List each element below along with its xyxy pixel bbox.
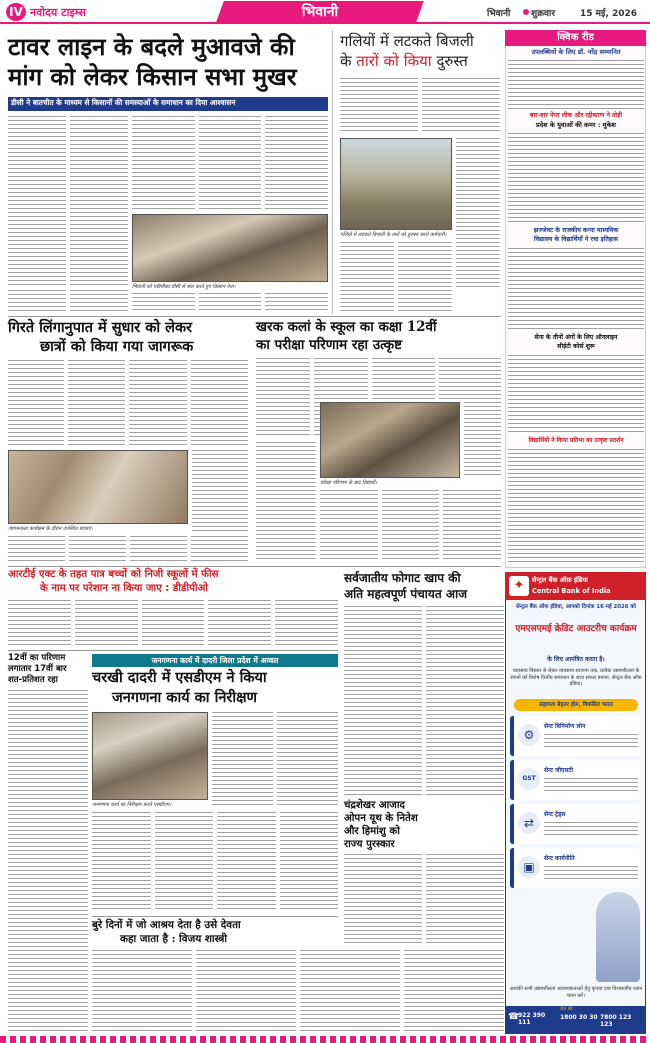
wires-headline-1: गलियों में लटकते बिजली bbox=[340, 32, 474, 50]
wires-headline-part-c: दुरुस्त bbox=[431, 52, 468, 70]
quick-item-4-text bbox=[508, 355, 644, 435]
ad-product-2 bbox=[510, 760, 640, 800]
dadri-headline-2: जनगणना कार्य का निरीक्षण bbox=[112, 689, 257, 706]
dadri-body-text bbox=[212, 712, 338, 808]
city-label: भिवानी bbox=[487, 9, 511, 19]
kharak-body-text-4 bbox=[256, 442, 316, 562]
ad-product-2-text bbox=[544, 778, 638, 794]
ad-product-3 bbox=[510, 804, 640, 844]
azad-headline-3: और हिमांशु को bbox=[344, 825, 400, 837]
ad-product-4-label: सेन्ट कार्यनीति bbox=[544, 855, 575, 862]
wires-body-text bbox=[340, 78, 500, 134]
ad-product-3-text bbox=[544, 822, 638, 838]
quick-item-2-text bbox=[508, 133, 644, 225]
wires-headline-2 bbox=[340, 54, 500, 70]
ad-product-3-label: सेन्ट ट्रेड्स bbox=[544, 811, 566, 818]
ad-body: व्यवसाय विस्तार से लेकर व्यवसाय स्थापना तक, प्रत्येक उद्यमशीलता के सपनों को विशेष वित्तीय समाधान के साथ सफल बनाना, सेन्ट्रल बैंक ऑफ इंडिया। bbox=[510, 668, 642, 687]
vijay-body-text bbox=[92, 950, 504, 1034]
ad-product-1 bbox=[510, 716, 640, 756]
ad-product-1-label: सेन्ट विनिर्माण लोन bbox=[544, 723, 586, 730]
azad-body-text bbox=[344, 854, 504, 946]
lead-body-text bbox=[8, 116, 128, 286]
ad-phone-1: 922 390 111 bbox=[518, 1012, 546, 1026]
linganupat-body-text-2 bbox=[68, 360, 248, 446]
rte-headline-1: आरटीई एक्ट के तहत पात्र बच्चों को निजी स्कूलों में फीस bbox=[8, 569, 219, 580]
wires-headline-highlight: तारों को किया bbox=[356, 52, 432, 70]
dadri-photo bbox=[92, 712, 208, 800]
bank-name-hindi: सेन्ट्रल बैंक ऑफ़ इंडिया bbox=[532, 576, 588, 584]
quick-item-5: विद्यार्थियों ने किया प्रतिभा का उत्कृष्ट प्रदर्शन bbox=[528, 437, 624, 444]
wires-headline-part-a: के bbox=[340, 52, 357, 70]
linganupat-headline-1 bbox=[8, 320, 248, 335]
section-rule-2 bbox=[8, 566, 501, 567]
wires-body-text-2 bbox=[456, 138, 500, 288]
trade-icon: ⇄ bbox=[518, 812, 540, 834]
rte-body-text bbox=[8, 600, 338, 646]
ad-phone-3: 7800 123 123 bbox=[600, 1014, 632, 1028]
bank-name-english: Central Bank of India bbox=[532, 587, 611, 595]
linganupat-photo bbox=[8, 450, 188, 524]
paper-name: नवोदय टाइम्स bbox=[30, 6, 86, 19]
panchayat-body-text bbox=[344, 606, 504, 796]
dadri-headline-1: चरखी दादरी में एसडीएम ने किया bbox=[92, 669, 267, 686]
kharak-body-text-2 bbox=[372, 358, 501, 400]
lead-body-text-3 bbox=[132, 293, 328, 313]
ad-toll-label: टोल फ्री bbox=[560, 1007, 573, 1012]
ad-people-illustration bbox=[596, 892, 640, 982]
linganupat-headline-2: छात्रों को किया गया जागरूक bbox=[40, 338, 194, 355]
panchayat-headline-2: अति महत्वपूर्ण पंचायत आज bbox=[344, 587, 468, 601]
quick-item-5-text bbox=[508, 449, 644, 563]
lead-strap: डीसी ने बातचीत के माध्यम से किसानों की समस्याओं के समाधान का दिया आश्वासन bbox=[8, 97, 328, 111]
lead-photo-caption: भिवानी को एडीसीका डीसी से बात करते हुए किसान नेता। bbox=[132, 284, 236, 290]
dadri-photo-caption: जनगणना कार्य का निरीक्षण करते एसडीएम। bbox=[92, 802, 172, 808]
quick-item-3: झज्जेवट के राजकीय कन्या माध्यमिक bbox=[533, 227, 619, 234]
ad-footer: आपकी सभी उद्यमशीलता आवश्यकताओं हेतु कृपया एक विश्वसनीय प्लान चयन करें। bbox=[509, 986, 643, 999]
bank-logo-icon: ✦ bbox=[509, 576, 529, 596]
weekday-label: शुक्रवार bbox=[531, 9, 556, 19]
ad-phone-2: 1800 30 30 bbox=[560, 1014, 598, 1021]
quick-item-4: सेना के तीनों अंगों के लिए ऑनलाइन bbox=[534, 334, 618, 341]
vijay-headline-1: बुरे दिनों में जो आश्रय देता है उसे देवता bbox=[92, 919, 241, 931]
dadri-kicker: जनगणना कार्य में दादरी जिला प्रदेश में अव्वल bbox=[151, 656, 279, 665]
lead-headline-2: मांग को लेकर किसान सभा मुखर bbox=[8, 62, 297, 91]
azad-headline-2: ओपन यूथ के नितेश bbox=[344, 812, 418, 824]
ad-headline: एमएसएमई क्रेडिट आउटरीच कार्यक्रम bbox=[515, 624, 637, 634]
masthead bbox=[0, 0, 650, 24]
quick-read-title: क्विक रीड bbox=[505, 30, 646, 46]
quick-item-3-text bbox=[508, 248, 644, 332]
kharak-headline-2: का परीक्षा परिणाम रहा उत्कृष्ट bbox=[256, 337, 403, 353]
linganupat-body-text bbox=[8, 360, 64, 446]
quick-item-1: उपलब्धियों के लिए डॉ. नरेंद्र सम्मानित bbox=[531, 48, 621, 56]
results-body-text bbox=[8, 690, 88, 1034]
date-label: 15 मई, 2026 bbox=[580, 9, 638, 19]
kharak-headline-1: खरक कलां के स्कूल का कक्षा 12वीं bbox=[256, 319, 437, 335]
lead-headline-1: टावर लाइन के बदले मुआवजे की bbox=[8, 32, 295, 61]
briefcase-icon: ▣ bbox=[518, 856, 540, 878]
kharak-photo-caption: परीक्षा परिणाम के बाद विद्यार्थी। bbox=[320, 480, 378, 486]
panchayat-headline-1: सर्वजातीय फोगाट खाप की bbox=[344, 571, 461, 585]
results-headline-2: लगातार 17वीं बार bbox=[8, 664, 67, 674]
ad-product-2-label: सेन्ट जीएसटी bbox=[544, 767, 574, 774]
wires-photo-caption: गलियों में लटकते बिजली के तारों को ठुरुस्त करते कर्मचारी। bbox=[340, 232, 447, 238]
results-headline-3: शत-प्रतिशत रहा bbox=[8, 675, 58, 685]
factory-icon: ⚙ bbox=[518, 724, 540, 746]
kharak-body-text-3 bbox=[464, 402, 501, 478]
phone-icon-1: ☎ bbox=[508, 1012, 520, 1022]
quick-item-2: बार-बार पेपर लीक और रद्दीकरण ने तोड़ी bbox=[529, 112, 623, 119]
linganupat-photo-caption: जागरूकता कार्यक्रम के दौरान उपस्थित छात्राएं। bbox=[8, 526, 93, 532]
quick-item-4b: सीईटी कोर्स शुरू bbox=[557, 343, 595, 350]
quick-item-3b: विद्यालय के विद्यार्थियों ने रचा इतिहास bbox=[534, 236, 618, 243]
ad-sub-line: के लिए आमंत्रित करता है। bbox=[547, 656, 605, 663]
page-number: IV bbox=[6, 3, 26, 21]
section-rule-3 bbox=[8, 650, 338, 651]
column-divider bbox=[332, 30, 333, 314]
ad-product-1-text bbox=[544, 734, 638, 750]
quick-item-2b: प्रदेश के युवाओं की कमर : मुकेश bbox=[536, 121, 616, 129]
section-rule bbox=[8, 316, 501, 317]
kharak-photo bbox=[320, 402, 460, 478]
azad-headline-4: राज्य पुरस्कार bbox=[344, 838, 395, 850]
calendar-icon bbox=[523, 9, 529, 15]
ad-top-line: सेन्ट्रल बैंक ऑफ इंडिया, आपको दिनांक 16 मई 2026 को bbox=[516, 604, 636, 610]
lead-photo bbox=[132, 214, 328, 282]
ad-product-4 bbox=[510, 848, 640, 888]
ad-product-4-text bbox=[544, 866, 638, 882]
wires-photo bbox=[340, 138, 452, 230]
wires-body-text-3 bbox=[340, 242, 452, 312]
ad-banner: सहायता बेहतर होम, विकसित भारत bbox=[514, 699, 638, 711]
section-title: भिवानी bbox=[301, 4, 339, 20]
azad-headline-1: चंद्रशेखर आजाद bbox=[344, 799, 405, 811]
linganupat-body-text-3 bbox=[8, 536, 248, 562]
results-headline-1: 12वीं का परिणाम bbox=[8, 653, 66, 663]
kharak-body-text-5 bbox=[320, 490, 501, 562]
rte-headline-2: के नाम पर परेशान ना किया जाए : डीडीपीओ bbox=[40, 583, 208, 594]
vijay-headline-2: कहा जाता है : विजय शास्त्री bbox=[120, 933, 228, 945]
dadri-body-text-2 bbox=[92, 812, 338, 912]
section-rule-4 bbox=[92, 916, 338, 917]
page-bottom-border bbox=[0, 1036, 650, 1043]
quick-item-1-text bbox=[508, 60, 644, 110]
lead-body-text-4 bbox=[8, 290, 128, 314]
lead-body-text-2 bbox=[132, 116, 328, 212]
linganupat-headline-text: गिरते लिंगानुपात में सुधार को लेकर bbox=[8, 319, 193, 336]
gst-icon: GST bbox=[518, 768, 540, 790]
linganupat-body-text-4 bbox=[192, 450, 248, 532]
